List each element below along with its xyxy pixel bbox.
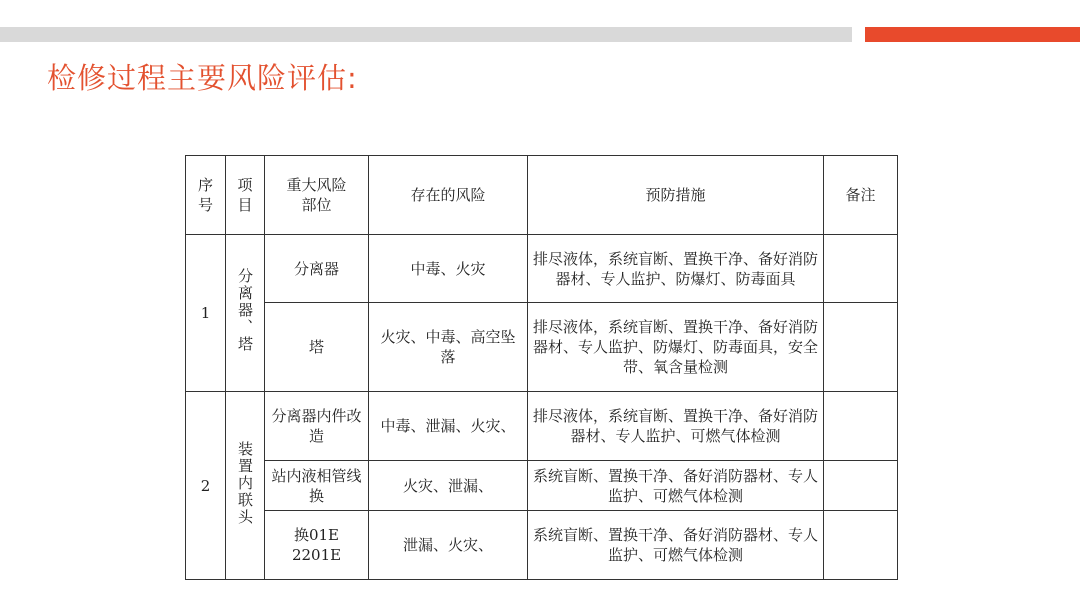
table-row [186, 392, 898, 461]
header-seq: 序号 [186, 156, 226, 235]
row-risk: 火灾、中毒、高空坠落 [369, 303, 528, 392]
group-seq: 2 [186, 392, 226, 580]
row-measure: 系统盲断、置换干净、备好消防器材、专人监护、可燃气体检测 [528, 511, 824, 580]
header-accent-bar [865, 27, 1080, 42]
row-part: 塔 [265, 303, 369, 392]
header-item: 项目 [226, 156, 265, 235]
table-row [186, 235, 898, 303]
row-note [824, 303, 898, 392]
page-title: 检修过程主要风险评估: [47, 61, 358, 95]
row-note [824, 392, 898, 461]
row-note [824, 235, 898, 303]
row-risk: 泄漏、火灾、 [369, 511, 528, 580]
table-row [186, 511, 898, 580]
header-gray-bar [0, 27, 852, 42]
row-risk: 中毒、泄漏、火灾、 [369, 392, 528, 461]
table-header-row [186, 156, 898, 235]
row-part: 站内液相管线换 [265, 461, 369, 511]
row-risk: 中毒、火灾 [369, 235, 528, 303]
group-seq: 1 [186, 235, 226, 392]
table-row [186, 303, 898, 392]
table-row [186, 461, 898, 511]
group-item: 装置内联头 [226, 392, 265, 580]
group-item: 分离器、塔 [226, 235, 265, 392]
row-measure: 排尽液体，系统盲断、置换干净、备好消防器材、专人监护、防爆灯、防毒面具 [528, 235, 824, 303]
row-measure: 系统盲断、置换干净、备好消防器材、专人监护、可燃气体检测 [528, 461, 824, 511]
risk-assessment-table [185, 155, 898, 580]
row-part: 分离器内件改造 [265, 392, 369, 461]
row-note [824, 461, 898, 511]
row-part: 分离器 [265, 235, 369, 303]
row-measure: 排尽液体，系统盲断、置换干净、备好消防器材、专人监护、可燃气体检测 [528, 392, 824, 461]
header-measure: 预防措施 [528, 156, 824, 235]
header-risk: 存在的风险 [369, 156, 528, 235]
header-note: 备注 [824, 156, 898, 235]
header-part: 重大风险部位 [265, 156, 369, 235]
row-part: 换01E2201E [265, 511, 369, 580]
row-measure: 排尽液体，系统盲断、置换干净、备好消防器材、专人监护、防爆灯、防毒面具，安全带、氧含量检测 [528, 303, 824, 392]
row-risk: 火灾、泄漏、 [369, 461, 528, 511]
row-note [824, 511, 898, 580]
